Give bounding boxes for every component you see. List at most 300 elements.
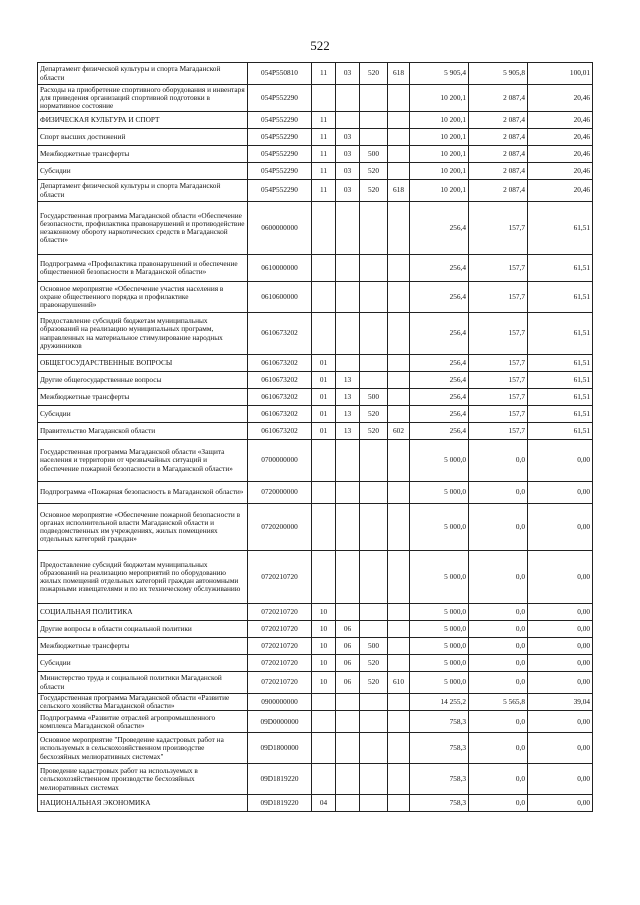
- cell-ministry: [388, 795, 410, 812]
- cell-target-code: 0720210720: [248, 655, 312, 672]
- cell-section: 10: [312, 672, 336, 694]
- cell-percent: 20,46: [528, 180, 593, 202]
- cell-plan: 10 200,1: [410, 180, 469, 202]
- table-row: [38, 202, 593, 255]
- cell-ministry: [388, 146, 410, 163]
- cell-plan: 5 000,0: [410, 551, 469, 604]
- cell-name: Основное мероприятие «Обеспечение участия населения в охране общественного порядка и профилактике правонарушений»: [38, 282, 248, 313]
- cell-plan: 5 905,4: [410, 63, 469, 85]
- cell-ministry: [388, 655, 410, 672]
- cell-ministry: 618: [388, 63, 410, 85]
- cell-percent: 61,51: [528, 423, 593, 440]
- cell-expense-type: 500: [360, 389, 388, 406]
- cell-subsection: [336, 313, 360, 355]
- cell-actual: 157,7: [469, 372, 528, 389]
- table-row: [38, 129, 593, 146]
- cell-plan: 5 000,0: [410, 504, 469, 551]
- cell-plan: 14 255,2: [410, 694, 469, 711]
- cell-percent: 39,04: [528, 694, 593, 711]
- cell-section: 10: [312, 638, 336, 655]
- cell-target-code: 0610673202: [248, 423, 312, 440]
- cell-target-code: 0610673202: [248, 372, 312, 389]
- cell-expense-type: [360, 621, 388, 638]
- cell-ministry: [388, 733, 410, 764]
- cell-plan: 758,3: [410, 733, 469, 764]
- cell-subsection: [336, 482, 360, 504]
- cell-actual: 2 087,4: [469, 112, 528, 129]
- table-row: [38, 313, 593, 355]
- table-row: [38, 112, 593, 129]
- cell-expense-type: [360, 372, 388, 389]
- cell-percent: 20,46: [528, 129, 593, 146]
- cell-target-code: 0610000000: [248, 255, 312, 282]
- cell-expense-type: [360, 255, 388, 282]
- cell-expense-type: [360, 604, 388, 621]
- cell-plan: 5 000,0: [410, 604, 469, 621]
- cell-target-code: 054P552290: [248, 112, 312, 129]
- cell-subsection: [336, 694, 360, 711]
- table-row: [38, 163, 593, 180]
- cell-subsection: 03: [336, 163, 360, 180]
- cell-percent: 0,00: [528, 733, 593, 764]
- cell-section: [312, 313, 336, 355]
- cell-name: Департамент физической культуры и спорта Магаданской области: [38, 180, 248, 202]
- cell-ministry: [388, 440, 410, 482]
- cell-actual: 0,0: [469, 621, 528, 638]
- cell-section: [312, 282, 336, 313]
- cell-actual: 2 087,4: [469, 146, 528, 163]
- cell-subsection: 13: [336, 423, 360, 440]
- cell-expense-type: 520: [360, 672, 388, 694]
- cell-percent: 0,00: [528, 621, 593, 638]
- cell-section: [312, 504, 336, 551]
- table-row: [38, 655, 593, 672]
- cell-name: Государственная программа Магаданской области «Обеспечение безопасности, профилактика правонарушений и противодействие незаконному обороту наркотических средств в Магаданской области»: [38, 202, 248, 255]
- cell-expense-type: [360, 764, 388, 795]
- cell-subsection: [336, 440, 360, 482]
- cell-plan: 10 200,1: [410, 163, 469, 180]
- cell-expense-type: [360, 551, 388, 604]
- cell-plan: 256,4: [410, 406, 469, 423]
- table-row: [38, 551, 593, 604]
- cell-plan: 5 000,0: [410, 672, 469, 694]
- cell-name: Департамент физической культуры и спорта Магаданской области: [38, 63, 248, 85]
- cell-percent: 100,01: [528, 63, 593, 85]
- cell-actual: 0,0: [469, 672, 528, 694]
- table-row: [38, 795, 593, 812]
- cell-section: 11: [312, 146, 336, 163]
- cell-actual: 0,0: [469, 482, 528, 504]
- cell-target-code: 09D1800000: [248, 733, 312, 764]
- cell-name: Государственная программа Магаданской области «Защита населения и территории от чрезвычайных ситуаций и обеспечение пожарной безопасности в Магаданской области»: [38, 440, 248, 482]
- cell-plan: 5 000,0: [410, 638, 469, 655]
- cell-ministry: [388, 202, 410, 255]
- cell-target-code: 0700000000: [248, 440, 312, 482]
- cell-expense-type: 520: [360, 180, 388, 202]
- cell-ministry: 618: [388, 180, 410, 202]
- cell-expense-type: [360, 355, 388, 372]
- cell-ministry: [388, 282, 410, 313]
- cell-target-code: 0900000000: [248, 694, 312, 711]
- cell-section: 10: [312, 655, 336, 672]
- cell-percent: 0,00: [528, 795, 593, 812]
- cell-section: [312, 711, 336, 733]
- cell-section: 01: [312, 372, 336, 389]
- cell-name: НАЦИОНАЛЬНАЯ ЭКОНОМИКА: [38, 795, 248, 812]
- cell-target-code: 0720210720: [248, 604, 312, 621]
- cell-name: Другие общегосударственные вопросы: [38, 372, 248, 389]
- cell-name: Другие вопросы в области социальной политики: [38, 621, 248, 638]
- cell-section: 01: [312, 423, 336, 440]
- cell-name: Предоставление субсидий бюджетам муниципальных образований на реализацию мероприятий по оборудованию жилых помещений отдельных категорий граждан автономными пожарными извещателями и по их техническому обслуживанию: [38, 551, 248, 604]
- cell-section: 11: [312, 163, 336, 180]
- cell-subsection: [336, 795, 360, 812]
- cell-expense-type: [360, 440, 388, 482]
- cell-ministry: [388, 355, 410, 372]
- cell-ministry: [388, 163, 410, 180]
- cell-subsection: 03: [336, 129, 360, 146]
- cell-percent: 20,46: [528, 85, 593, 112]
- table-row: [38, 355, 593, 372]
- cell-section: 01: [312, 355, 336, 372]
- cell-percent: 61,51: [528, 355, 593, 372]
- cell-target-code: 054P552290: [248, 180, 312, 202]
- table-row: [38, 440, 593, 482]
- cell-percent: 0,00: [528, 764, 593, 795]
- cell-section: 11: [312, 63, 336, 85]
- cell-actual: 157,7: [469, 255, 528, 282]
- cell-plan: 5 000,0: [410, 482, 469, 504]
- cell-ministry: [388, 129, 410, 146]
- cell-expense-type: [360, 711, 388, 733]
- cell-subsection: [336, 711, 360, 733]
- cell-subsection: [336, 255, 360, 282]
- cell-ministry: [388, 313, 410, 355]
- cell-target-code: 0720210720: [248, 638, 312, 655]
- cell-target-code: 0610673202: [248, 389, 312, 406]
- cell-ministry: [388, 694, 410, 711]
- cell-subsection: [336, 112, 360, 129]
- cell-plan: 256,4: [410, 282, 469, 313]
- cell-ministry: 610: [388, 672, 410, 694]
- cell-actual: 0,0: [469, 733, 528, 764]
- cell-subsection: [336, 551, 360, 604]
- cell-plan: 758,3: [410, 711, 469, 733]
- cell-subsection: 06: [336, 655, 360, 672]
- cell-name: СОЦИАЛЬНАЯ ПОЛИТИКА: [38, 604, 248, 621]
- cell-actual: 0,0: [469, 795, 528, 812]
- cell-percent: 0,00: [528, 604, 593, 621]
- cell-name: Правительство Магаданской области: [38, 423, 248, 440]
- cell-subsection: 13: [336, 389, 360, 406]
- cell-expense-type: [360, 112, 388, 129]
- cell-plan: 5 000,0: [410, 440, 469, 482]
- table-row: [38, 180, 593, 202]
- table-row: [38, 733, 593, 764]
- cell-actual: 0,0: [469, 551, 528, 604]
- cell-actual: 157,7: [469, 282, 528, 313]
- cell-percent: 0,00: [528, 504, 593, 551]
- table-row: [38, 389, 593, 406]
- cell-plan: 256,4: [410, 202, 469, 255]
- cell-section: 11: [312, 129, 336, 146]
- cell-plan: 256,4: [410, 423, 469, 440]
- cell-subsection: [336, 733, 360, 764]
- cell-ministry: [388, 255, 410, 282]
- cell-name: Межбюджетные трансферты: [38, 638, 248, 655]
- cell-name: Основное мероприятие «Обеспечение пожарной безопасности в органах исполнительной власти Магаданской области и подведомственных им учреждениях, жилых помещениях отдельных категорий граждан»: [38, 504, 248, 551]
- cell-percent: 61,51: [528, 202, 593, 255]
- cell-section: [312, 694, 336, 711]
- cell-name: Субсидии: [38, 406, 248, 423]
- cell-actual: 157,7: [469, 423, 528, 440]
- cell-expense-type: 500: [360, 638, 388, 655]
- table-row: [38, 146, 593, 163]
- cell-expense-type: 500: [360, 146, 388, 163]
- cell-percent: 0,00: [528, 711, 593, 733]
- cell-actual: 5 565,8: [469, 694, 528, 711]
- cell-ministry: [388, 638, 410, 655]
- cell-target-code: 0610600000: [248, 282, 312, 313]
- cell-percent: 0,00: [528, 551, 593, 604]
- cell-target-code: 0610673202: [248, 406, 312, 423]
- cell-target-code: 09D1819220: [248, 764, 312, 795]
- cell-subsection: 03: [336, 63, 360, 85]
- cell-ministry: [388, 551, 410, 604]
- cell-plan: 758,3: [410, 795, 469, 812]
- cell-expense-type: [360, 795, 388, 812]
- cell-ministry: [388, 604, 410, 621]
- cell-plan: 256,4: [410, 313, 469, 355]
- cell-percent: 0,00: [528, 440, 593, 482]
- cell-percent: 61,51: [528, 406, 593, 423]
- cell-section: 01: [312, 389, 336, 406]
- cell-actual: 157,7: [469, 313, 528, 355]
- cell-subsection: [336, 282, 360, 313]
- cell-subsection: 13: [336, 406, 360, 423]
- cell-name: Подпрограмма «Пожарная безопасность в Магаданской области»: [38, 482, 248, 504]
- cell-plan: 256,4: [410, 355, 469, 372]
- table-row: [38, 482, 593, 504]
- table-row: [38, 282, 593, 313]
- cell-subsection: 03: [336, 146, 360, 163]
- cell-actual: 157,7: [469, 202, 528, 255]
- table-row: [38, 85, 593, 112]
- cell-name: Подпрограмма «Развитие отраслей агропромышленного комплекса Магаданской области»: [38, 711, 248, 733]
- cell-percent: 61,51: [528, 389, 593, 406]
- cell-target-code: 0610673202: [248, 355, 312, 372]
- cell-name: Межбюджетные трансферты: [38, 389, 248, 406]
- cell-name: Государственная программа Магаданской области «Развитие сельского хозяйства Магаданской области»: [38, 694, 248, 711]
- cell-name: Межбюджетные трансферты: [38, 146, 248, 163]
- cell-section: [312, 733, 336, 764]
- cell-percent: 61,51: [528, 372, 593, 389]
- table-row: [38, 672, 593, 694]
- cell-name: Проведение кадастровых работ на используемых в сельскохозяйственном производстве бесхозяйных мелиоративных системах: [38, 764, 248, 795]
- table-row: [38, 406, 593, 423]
- cell-name: Спорт высших достижений: [38, 129, 248, 146]
- cell-subsection: [336, 604, 360, 621]
- table-row: [38, 621, 593, 638]
- cell-section: [312, 440, 336, 482]
- cell-percent: 0,00: [528, 655, 593, 672]
- cell-name: Основное мероприятие "Проведение кадастровых работ на используемых в сельскохозяйственном производстве бесхозяйных мелиоративных системах": [38, 733, 248, 764]
- cell-ministry: [388, 112, 410, 129]
- cell-target-code: 054P550810: [248, 63, 312, 85]
- cell-subsection: [336, 85, 360, 112]
- table-row: [38, 255, 593, 282]
- table-row: [38, 423, 593, 440]
- cell-ministry: [388, 764, 410, 795]
- page-number: 522: [310, 38, 330, 53]
- cell-expense-type: 520: [360, 63, 388, 85]
- cell-section: [312, 764, 336, 795]
- cell-target-code: 054P552290: [248, 146, 312, 163]
- cell-ministry: [388, 504, 410, 551]
- cell-actual: 0,0: [469, 638, 528, 655]
- cell-subsection: [336, 355, 360, 372]
- cell-expense-type: [360, 733, 388, 764]
- cell-target-code: 09D1819220: [248, 795, 312, 812]
- cell-percent: 61,51: [528, 282, 593, 313]
- cell-ministry: [388, 482, 410, 504]
- cell-plan: 10 200,1: [410, 146, 469, 163]
- table-row: [38, 63, 593, 85]
- cell-section: [312, 482, 336, 504]
- cell-ministry: [388, 372, 410, 389]
- cell-actual: 5 905,8: [469, 63, 528, 85]
- cell-plan: 10 200,1: [410, 112, 469, 129]
- cell-expense-type: [360, 313, 388, 355]
- cell-name: Подпрограмма «Профилактика правонарушений и обеспечение общественной безопасности в Магаданской области»: [38, 255, 248, 282]
- cell-actual: 0,0: [469, 604, 528, 621]
- cell-expense-type: [360, 202, 388, 255]
- cell-name: Предоставление субсидий бюджетам муниципальных образований на реализацию муниципальных программ, направленных на материальное стимулирование народных дружинников: [38, 313, 248, 355]
- cell-plan: 5 000,0: [410, 621, 469, 638]
- cell-expense-type: 520: [360, 655, 388, 672]
- cell-expense-type: 520: [360, 406, 388, 423]
- cell-section: [312, 551, 336, 604]
- cell-target-code: 054P552290: [248, 163, 312, 180]
- cell-section: [312, 255, 336, 282]
- table-row: [38, 604, 593, 621]
- cell-target-code: 0600000000: [248, 202, 312, 255]
- cell-target-code: 0610673202: [248, 313, 312, 355]
- cell-ministry: [388, 406, 410, 423]
- budget-table: [37, 62, 593, 812]
- cell-section: 11: [312, 180, 336, 202]
- cell-ministry: [388, 621, 410, 638]
- cell-target-code: 0720210720: [248, 672, 312, 694]
- cell-section: 01: [312, 406, 336, 423]
- cell-target-code: 054P552290: [248, 129, 312, 146]
- cell-expense-type: [360, 129, 388, 146]
- cell-expense-type: 520: [360, 423, 388, 440]
- cell-expense-type: 520: [360, 163, 388, 180]
- cell-section: 10: [312, 621, 336, 638]
- cell-ministry: [388, 85, 410, 112]
- cell-section: [312, 202, 336, 255]
- cell-actual: 2 087,4: [469, 163, 528, 180]
- cell-actual: 2 087,4: [469, 129, 528, 146]
- cell-percent: 61,51: [528, 255, 593, 282]
- cell-expense-type: [360, 85, 388, 112]
- cell-target-code: 0720210720: [248, 551, 312, 604]
- cell-percent: 61,51: [528, 313, 593, 355]
- cell-expense-type: [360, 482, 388, 504]
- cell-subsection: 13: [336, 372, 360, 389]
- cell-subsection: [336, 504, 360, 551]
- cell-name: Субсидии: [38, 163, 248, 180]
- cell-percent: 0,00: [528, 638, 593, 655]
- cell-ministry: [388, 389, 410, 406]
- cell-subsection: 03: [336, 180, 360, 202]
- cell-percent: 0,00: [528, 672, 593, 694]
- cell-actual: 0,0: [469, 764, 528, 795]
- cell-expense-type: [360, 282, 388, 313]
- cell-section: [312, 85, 336, 112]
- cell-actual: 2 087,4: [469, 180, 528, 202]
- table-row: [38, 764, 593, 795]
- cell-name: Субсидии: [38, 655, 248, 672]
- cell-plan: 256,4: [410, 389, 469, 406]
- cell-plan: 256,4: [410, 255, 469, 282]
- cell-target-code: 054P552290: [248, 85, 312, 112]
- cell-plan: 10 200,1: [410, 129, 469, 146]
- cell-target-code: 0720200000: [248, 504, 312, 551]
- cell-ministry: [388, 711, 410, 733]
- cell-plan: 5 000,0: [410, 655, 469, 672]
- cell-actual: 0,0: [469, 504, 528, 551]
- table-row: [38, 372, 593, 389]
- table-row: [38, 504, 593, 551]
- cell-percent: 0,00: [528, 482, 593, 504]
- cell-target-code: 09D0000000: [248, 711, 312, 733]
- table-row: [38, 638, 593, 655]
- cell-actual: 157,7: [469, 406, 528, 423]
- cell-name: ОБЩЕГОСУДАРСТВЕННЫЕ ВОПРОСЫ: [38, 355, 248, 372]
- cell-section: 10: [312, 604, 336, 621]
- cell-percent: 20,46: [528, 112, 593, 129]
- cell-actual: 0,0: [469, 655, 528, 672]
- cell-name: Расходы на приобретение спортивного оборудования и инвентаря для приведения организаций спортивной подготовки в нормативное состояние: [38, 85, 248, 112]
- cell-target-code: 0720210720: [248, 621, 312, 638]
- cell-name: Министерство труда и социальной политики Магаданской области: [38, 672, 248, 694]
- cell-subsection: [336, 202, 360, 255]
- cell-subsection: 06: [336, 672, 360, 694]
- cell-subsection: 06: [336, 621, 360, 638]
- cell-plan: 256,4: [410, 372, 469, 389]
- cell-target-code: 0720000000: [248, 482, 312, 504]
- cell-ministry: 602: [388, 423, 410, 440]
- table-row: [38, 694, 593, 711]
- cell-actual: 2 087,4: [469, 85, 528, 112]
- cell-actual: 157,7: [469, 389, 528, 406]
- cell-actual: 0,0: [469, 711, 528, 733]
- cell-percent: 20,46: [528, 146, 593, 163]
- cell-section: 04: [312, 795, 336, 812]
- cell-name: ФИЗИЧЕСКАЯ КУЛЬТУРА И СПОРТ: [38, 112, 248, 129]
- cell-expense-type: [360, 504, 388, 551]
- table-row: [38, 711, 593, 733]
- cell-subsection: 06: [336, 638, 360, 655]
- cell-percent: 20,46: [528, 163, 593, 180]
- cell-subsection: [336, 764, 360, 795]
- cell-plan: 10 200,1: [410, 85, 469, 112]
- cell-section: 11: [312, 112, 336, 129]
- cell-expense-type: [360, 694, 388, 711]
- cell-actual: 0,0: [469, 440, 528, 482]
